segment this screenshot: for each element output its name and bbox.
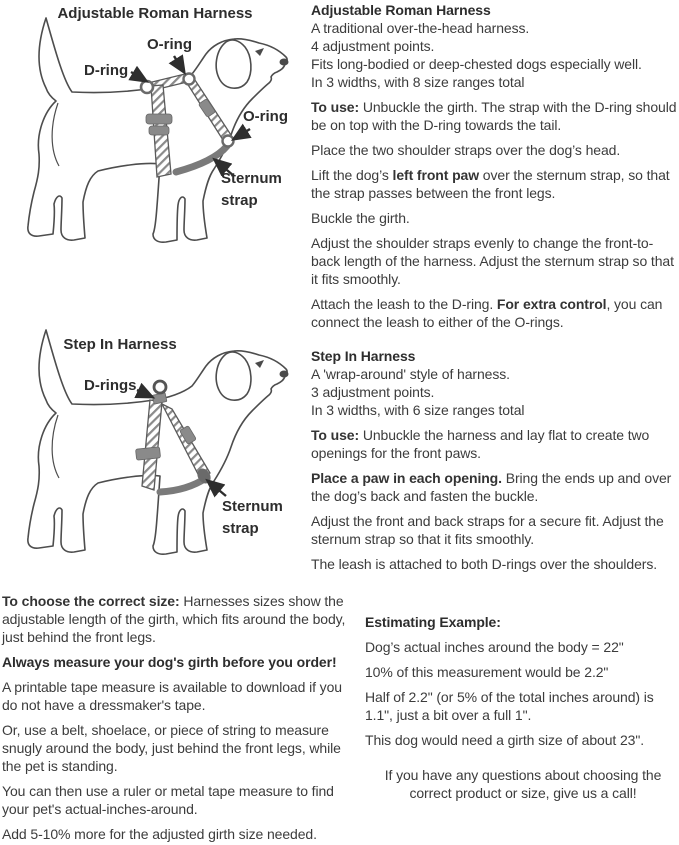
sizing-choose-size: To choose the correct size: Harnesses sizes show the adjustable length of the girth, which fits around the body, just behind the front legs.	[2, 593, 346, 645]
estimating-line-actual-inches: Dog’s actual inches around the body = 22"	[365, 639, 624, 655]
step-in-harness-dog-drawing	[0, 310, 310, 600]
oring-top-arrow-icon	[174, 56, 184, 72]
roman-info-heading: Adjustable Roman Harness	[311, 2, 491, 18]
sizing-belt-shoelace: Or, use a belt, shoelace, or piece of string to measure snugly around the body, just behind the front legs, while the pet is standing.	[2, 722, 341, 774]
step-in-intro-line: In 3 widths, with 6 size ranges total	[311, 402, 525, 418]
roman-diagram-title: Adjustable Roman Harness	[57, 5, 253, 22]
roman-harness-diagram	[0, 0, 310, 305]
roman-intro-line: Fits long-bodied or deep-chested dogs especially well.	[311, 56, 642, 72]
sizing-add-percent: Add 5-10% more for the adjusted girth size needed.	[2, 826, 317, 842]
step-in-step-place-paw: Place a paw in each opening. Bring the ends up and over the dog’s back and fasten the buckle.	[311, 470, 672, 504]
step-in-diagram-title: Step In Harness	[63, 336, 177, 353]
drings-label: D-rings	[84, 377, 137, 394]
oring-side-label: O-ring	[243, 108, 288, 125]
roman-step-attach-leash: Attach the leash to the D-ring. For extra control, you can connect the leash to either of the O-rings.	[311, 296, 663, 330]
step-in-info-heading: Step In Harness	[311, 348, 416, 364]
step-in-step-adjust: Adjust the front and back straps for a secure fit. Adjust the sternum strap so that it fits smoothly.	[311, 513, 664, 547]
d-rings-icon	[154, 381, 166, 393]
roman-step-to-use: To use: Unbuckle the girth. The strap with the D-ring should be on top with the D-ring towards the tail.	[311, 99, 677, 133]
sizing-printable-tape: A printable tape measure is available to download if you do not have a dressmaker's tape.	[2, 679, 342, 713]
estimating-line-ten-percent: 10% of this measurement would be 2.2"	[365, 664, 609, 680]
roman-step-shoulder-straps: Place the two shoulder straps over the dog’s head.	[311, 142, 621, 158]
o-ring-top-icon	[184, 74, 195, 85]
roman-intro-line: In 3 widths, with 8 size ranges total	[311, 74, 525, 90]
sternum-strap-label-line2: strap	[221, 192, 258, 209]
step-in-step-to-use: To use: Unbuckle the harness and lay flat to create two openings for the front paws.	[311, 427, 650, 461]
roman-step-lift-paw: Lift the dog’s left front paw over the sternum strap, so that the strap passes between the front legs.	[311, 167, 670, 201]
estimating-line-half: Half of 2.2" (or 5% of the total inches around) is 1.1", just a bit over a full 1".	[365, 689, 654, 723]
step-in-info-section	[311, 347, 679, 573]
roman-step-adjust: Adjust the shoulder straps evenly to change the front-to-back length of the harness. Adjust the sternum strap so that it fits smoothly.	[311, 235, 674, 287]
step-in-intro-line: A 'wrap-around' style of harness.	[311, 366, 510, 382]
roman-intro-line: A traditional over-the-head harness.	[311, 20, 530, 36]
sternum-strap-label-line1: Sternum	[222, 498, 283, 515]
estimating-heading: Estimating Example:	[365, 614, 501, 630]
dring-arrow-icon	[131, 72, 146, 81]
sizing-instructions-section	[2, 592, 348, 843]
sternum-strap-label-line2: strap	[222, 520, 259, 537]
sizing-always-measure: Always measure your dog's girth before you order!	[2, 654, 337, 670]
step-in-step-leash: The leash is attached to both D-rings over the shoulders.	[311, 556, 658, 572]
oring-side-arrow-icon	[234, 129, 250, 139]
roman-step-buckle-girth: Buckle the girth.	[311, 210, 410, 226]
step-in-harness-diagram	[0, 310, 310, 600]
drings-arrow-icon	[137, 390, 152, 397]
step-in-intro-line: 3 adjustment points.	[311, 384, 435, 400]
roman-harness-info-section	[311, 1, 679, 331]
roman-intro-line: 4 adjustment points.	[311, 38, 435, 54]
oring-top-label: O-ring	[147, 36, 192, 53]
sizing-ruler: You can then use a ruler or metal tape measure to find your pet's actual-inches-around.	[2, 783, 334, 817]
o-ring-side-icon	[223, 136, 234, 147]
estimating-example-section	[365, 613, 679, 802]
d-ring-icon	[141, 81, 153, 93]
questions-note: If you have any questions about choosing the correct product or size, give us a call!	[384, 767, 662, 801]
sternum-strap-label-line1: Sternum	[221, 170, 282, 187]
dring-label: D-ring	[84, 62, 129, 79]
estimating-line-girth-size: This dog would need a girth size of about 23".	[365, 732, 644, 748]
